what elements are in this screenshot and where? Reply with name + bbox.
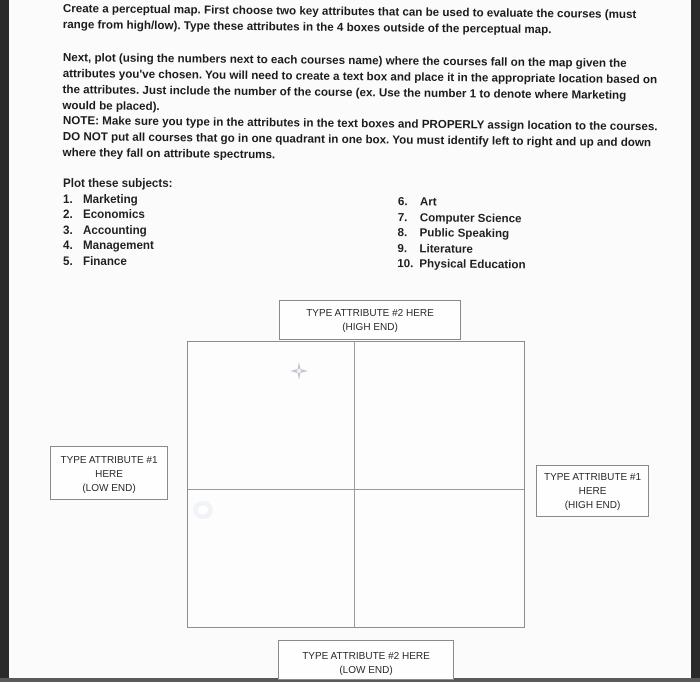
item-number: 9.	[397, 241, 408, 255]
instruction-paragraph-2: Next, plot (using the numbers next to each courses name) where the courses fall on the map given the attributes you've chosen. You will need to create a text box and place it in the appropriate location based on the attributes. Just include the number of the course (ex. Use the number 1 to denote where Marketing would be placed).	[62, 50, 658, 114]
item-number: 3.	[63, 223, 73, 237]
list-item	[63, 254, 173, 270]
textbox-line: TYPE ATTRIBUTE #1	[543, 472, 642, 483]
textbox-line: (HIGH END)	[342, 322, 398, 333]
list-item	[398, 225, 526, 242]
item-label: Computer Science	[419, 210, 522, 225]
list-item	[398, 209, 526, 226]
textbox-line: (HIGH END)	[564, 500, 621, 511]
sparkle-icon	[288, 360, 310, 382]
item-label: Accounting	[83, 223, 147, 237]
item-label: Finance	[83, 254, 127, 268]
item-label: Management	[83, 239, 154, 252]
item-label: Physical Education	[419, 257, 526, 272]
textbox-line: TYPE ATTRIBUTE #1	[60, 455, 158, 466]
attribute-2-high-textbox[interactable]	[279, 300, 461, 340]
list-item	[398, 194, 526, 211]
item-label: Economics	[83, 208, 145, 221]
textbox-line: TYPE ATTRIBUTE #2 HERE	[302, 651, 430, 662]
list-item	[63, 192, 173, 208]
light-glare-icon	[190, 498, 216, 522]
horizontal-axis-line	[188, 489, 524, 490]
list-item	[63, 223, 173, 239]
item-number: 1.	[63, 192, 73, 206]
list-item	[63, 207, 173, 223]
instruction-note: NOTE: Make sure you type in the attributes in the text boxes and PROPERLY assign location to the courses. DO NOT put all courses that go in one quadrant in one box. You must identify left to right and up and down where they fall on attribute spectrums.	[62, 113, 658, 162]
item-label: Literature	[419, 241, 473, 256]
subjects-list-right	[397, 194, 526, 273]
attribute-1-high-textbox[interactable]	[536, 465, 649, 517]
textbox-line: HERE	[578, 486, 607, 497]
subjects-list-left	[63, 176, 173, 269]
item-label: Marketing	[83, 192, 138, 206]
attribute-2-low-textbox[interactable]	[278, 640, 454, 680]
vertical-axis-line	[354, 342, 355, 627]
item-number: 4.	[63, 239, 73, 252]
item-label: Art	[419, 195, 437, 209]
textbox-line: HERE	[95, 469, 123, 480]
photo-edge-right	[691, 0, 700, 682]
list-item	[397, 256, 525, 273]
attribute-1-low-textbox[interactable]	[50, 446, 168, 500]
instruction-paragraph-1: Create a perceptual map. First choose two key attributes that can be used to evaluate the courses (must range from high/low). Type these attributes in the 4 boxes outside of the perceptual map.	[62, 1, 637, 37]
perceptual-map-grid[interactable]	[187, 341, 525, 628]
textbox-line: (LOW END)	[82, 483, 136, 494]
subjects-heading: Plot these subjects:	[63, 177, 173, 190]
list-item	[397, 240, 525, 257]
item-number: 2.	[63, 208, 73, 221]
list-item	[63, 238, 173, 254]
textbox-line: TYPE ATTRIBUTE #2 HERE	[306, 308, 434, 319]
item-number: 8.	[397, 225, 408, 240]
photo-edge-left	[0, 0, 9, 682]
item-number: 10.	[397, 256, 414, 271]
item-number: 7.	[397, 210, 408, 224]
item-label: Public Speaking	[419, 226, 510, 241]
item-number: 5.	[63, 254, 73, 268]
textbox-line: (LOW END)	[339, 665, 393, 676]
item-number: 6.	[397, 194, 408, 209]
